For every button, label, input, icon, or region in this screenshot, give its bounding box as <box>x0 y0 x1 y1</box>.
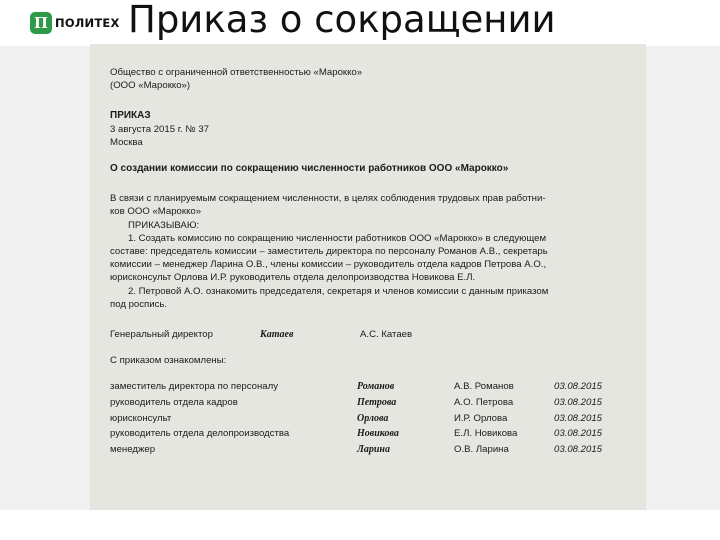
item1-line-2: составе: председатель комиссии – заместитель директора по персоналу Романов А.В., секретарь <box>110 246 548 258</box>
ack-position: юрисконсульт <box>110 412 172 424</box>
ack-name: И.Р. Орлова <box>454 412 508 424</box>
ack-table <box>110 380 626 458</box>
ack-name: А.В. Романов <box>454 381 514 393</box>
body-line-2: ков ООО «Марокко» <box>110 206 202 218</box>
order-city: Москва <box>110 136 143 148</box>
body-line-1: В связи с планируемым сокращением численности, в целях соблюдения трудовых прав работни- <box>110 193 546 205</box>
ack-signature: Ларина <box>357 443 390 455</box>
table-row <box>110 443 626 459</box>
item1-line-1: 1. Создать комиссию по сокращению численности работников ООО «Марокко» в следующем <box>128 232 547 244</box>
ack-heading: С приказом ознакомлены: <box>110 355 227 367</box>
director-name: А.С. Катаев <box>360 329 413 341</box>
ack-date: 03.08.2015 <box>554 412 603 424</box>
org-name-line2: (ООО «Марокко») <box>110 80 191 92</box>
ack-date: 03.08.2015 <box>554 428 603 440</box>
politech-logo <box>30 12 120 34</box>
ack-name: А.О. Петрова <box>454 397 514 409</box>
ack-name: О.В. Ларина <box>454 443 509 455</box>
item2-line-1: 2. Петровой А.О. ознакомить председателя, секретаря и членов комиссии с данным приказом <box>128 285 549 297</box>
table-row <box>110 396 626 412</box>
ack-date: 03.08.2015 <box>554 443 603 455</box>
order-word: ПРИКАЗЫВАЮ: <box>128 219 200 231</box>
logo-text: ПОЛИТЕХ <box>55 16 120 30</box>
table-row <box>110 427 626 443</box>
order-subject: О создании комиссии по сокращению численности работников ООО «Марокко» <box>110 163 509 175</box>
slide-title: Приказ о сокращении <box>128 0 556 41</box>
director-signature: Катаев <box>260 329 294 341</box>
order-date: 3 августа 2015 г. № 37 <box>110 123 210 135</box>
item2-line-2: под роспись. <box>110 298 168 310</box>
ack-position: руководитель отдела делопроизводства <box>110 428 290 440</box>
ack-position: руководитель отдела кадров <box>110 397 238 409</box>
ack-date: 03.08.2015 <box>554 381 603 393</box>
ack-signature: Новикова <box>357 428 399 440</box>
org-name-line1: Общество с ограниченной ответственностью «Марокко» <box>110 67 363 78</box>
ack-signature: Орлова <box>357 412 389 424</box>
order-document <box>90 44 646 510</box>
ack-signature: Романов <box>357 381 395 393</box>
table-row <box>110 380 626 396</box>
ack-date: 03.08.2015 <box>554 397 603 409</box>
item1-line-4: юрисконсульт Орлова И.Р. руководитель отдела делопроизводства Новикова Е.Л. <box>110 272 476 284</box>
ack-position: заместитель директора по персоналу <box>110 381 279 393</box>
table-row <box>110 412 626 428</box>
order-title: ПРИКАЗ <box>110 110 151 122</box>
director-role: Генеральный директор <box>110 329 213 341</box>
ack-signature: Петрова <box>357 397 397 409</box>
item1-line-3: комиссии – менеджер Ларина О.В., члены комиссии – руководитель отдела кадров Петрова А.О., <box>110 259 547 271</box>
director-signature-row <box>110 328 626 341</box>
ack-name: Е.Л. Новикова <box>454 428 518 440</box>
logo-mark-icon: П <box>30 12 52 34</box>
ack-position: менеджер <box>110 443 156 455</box>
